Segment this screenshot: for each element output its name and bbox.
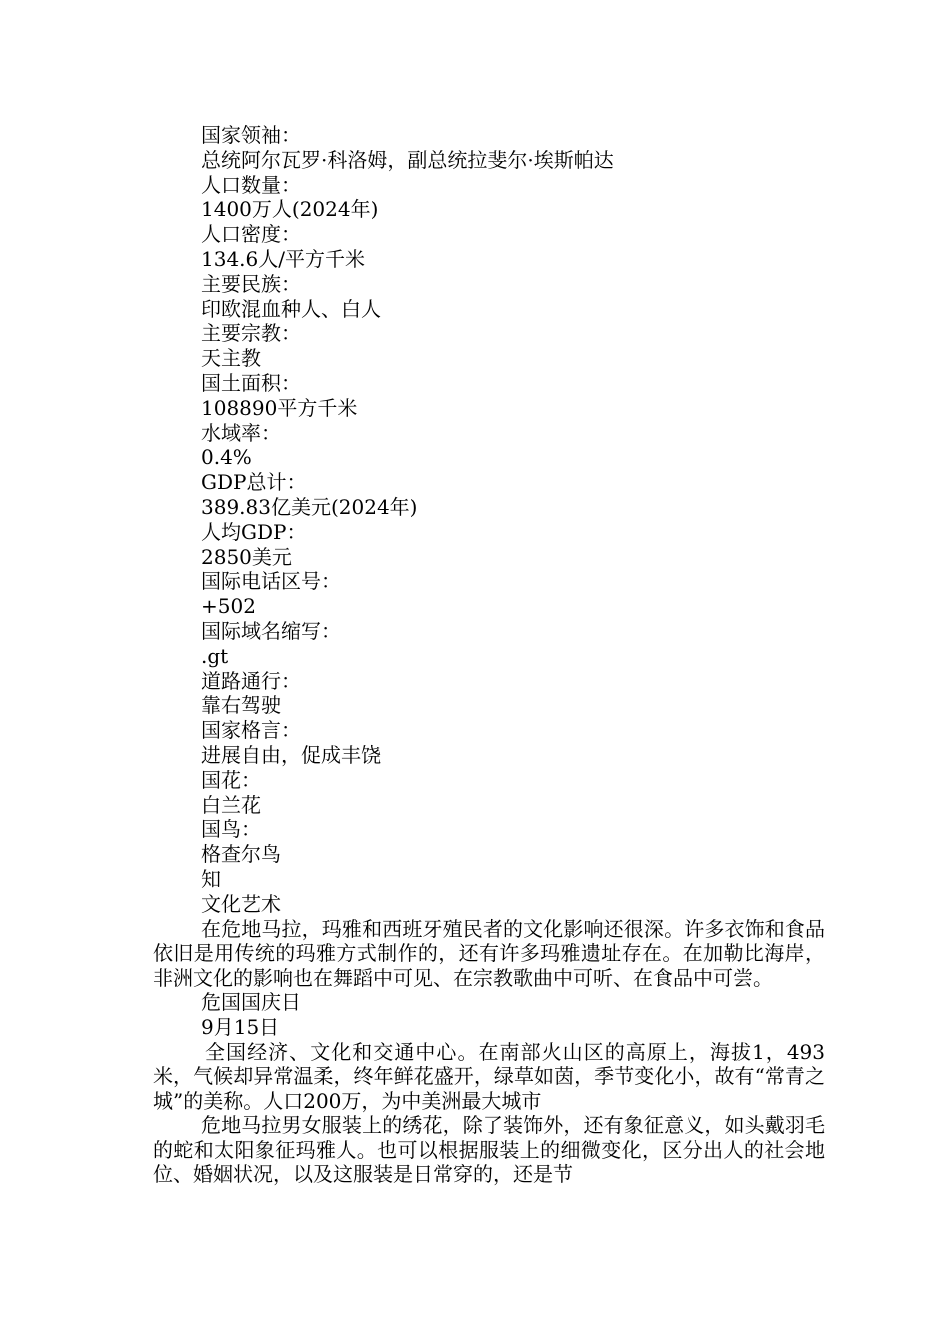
value-area: 108890平方千米: [201, 395, 358, 420]
label-ethnicity: 主要民族：: [201, 271, 301, 296]
label-religion: 主要宗教：: [201, 321, 301, 346]
label-motto: 国家格言：: [201, 718, 301, 743]
holiday-date: 9月15日: [201, 1014, 280, 1039]
value-ethnicity: 印欧混血种人、白人: [201, 296, 381, 321]
value-water: 0.4%: [201, 445, 252, 470]
label-leader: 国家领袖：: [201, 123, 301, 147]
label-gdp: GDP总计：: [201, 470, 307, 495]
label-area: 国土面积：: [201, 370, 301, 395]
holiday-title: 危国国庆日: [201, 990, 301, 1014]
value-driving: 靠右驾驶: [201, 693, 281, 718]
label-bird: 国鸟：: [201, 817, 261, 842]
label-gdp-per-capita: 人均GDP：: [201, 519, 307, 544]
value-phone-code: +502: [201, 594, 256, 619]
value-gdp-per-capita: 2850美元: [201, 544, 292, 569]
label-population: 人口数量：: [201, 172, 301, 197]
section-heading-culture: 文化艺术: [201, 891, 281, 916]
label-domain: 国际域名缩写：: [201, 618, 341, 643]
label-water: 水域率：: [201, 420, 281, 445]
value-density: 134.6人/平方千米: [201, 246, 365, 271]
document-body: [153, 123, 825, 1187]
value-population: 1400万人(2024年): [201, 197, 379, 222]
paragraph-city: 全国经济、文化和交通中心。在南部火山区的高原上，海拔1，493米，气候却异常温柔，终年鲜花盛开，绿草如茵，季节变化小，故有“常青之城”的美称。人口200万，为中美洲最大城市: [153, 1039, 825, 1113]
value-leader: 总统阿尔瓦罗·科洛姆，副总统拉斐尔·埃斯帕达: [201, 147, 614, 172]
paragraph-culture: 在危地马拉，玛雅和西班牙殖民者的文化影响还很深。许多衣饰和食品依旧是用传统的玛雅方式制作的，还有许多玛雅遗址存在。在加勒比海岸，非洲文化的影响也在舞蹈中可见、在宗教歌曲中可听、在食品中可尝。: [153, 916, 825, 990]
label-density: 人口密度：: [201, 222, 301, 247]
value-flower: 白兰花: [201, 792, 261, 817]
label-flower: 国花：: [201, 767, 261, 792]
value-gdp: 389.83亿美元(2024年): [201, 494, 418, 519]
value-motto: 进展自由，促成丰饶: [201, 742, 381, 767]
value-bird: 格查尔鸟: [201, 842, 281, 867]
stray-character: 知: [201, 866, 221, 891]
label-driving: 道路通行：: [201, 668, 301, 693]
label-phone-code: 国际电话区号：: [201, 569, 341, 594]
value-religion: 天主教: [201, 346, 261, 371]
paragraph-clothing: 危地马拉男女服装上的绣花，除了装饰外，还有象征意义，如头戴羽毛的蛇和太阳象征玛雅人。也可以根据服装上的细微变化，区分出人的社会地位、婚姻状况，以及这服装是日常穿的，还是节: [153, 1113, 825, 1187]
value-domain: .gt: [201, 643, 229, 668]
